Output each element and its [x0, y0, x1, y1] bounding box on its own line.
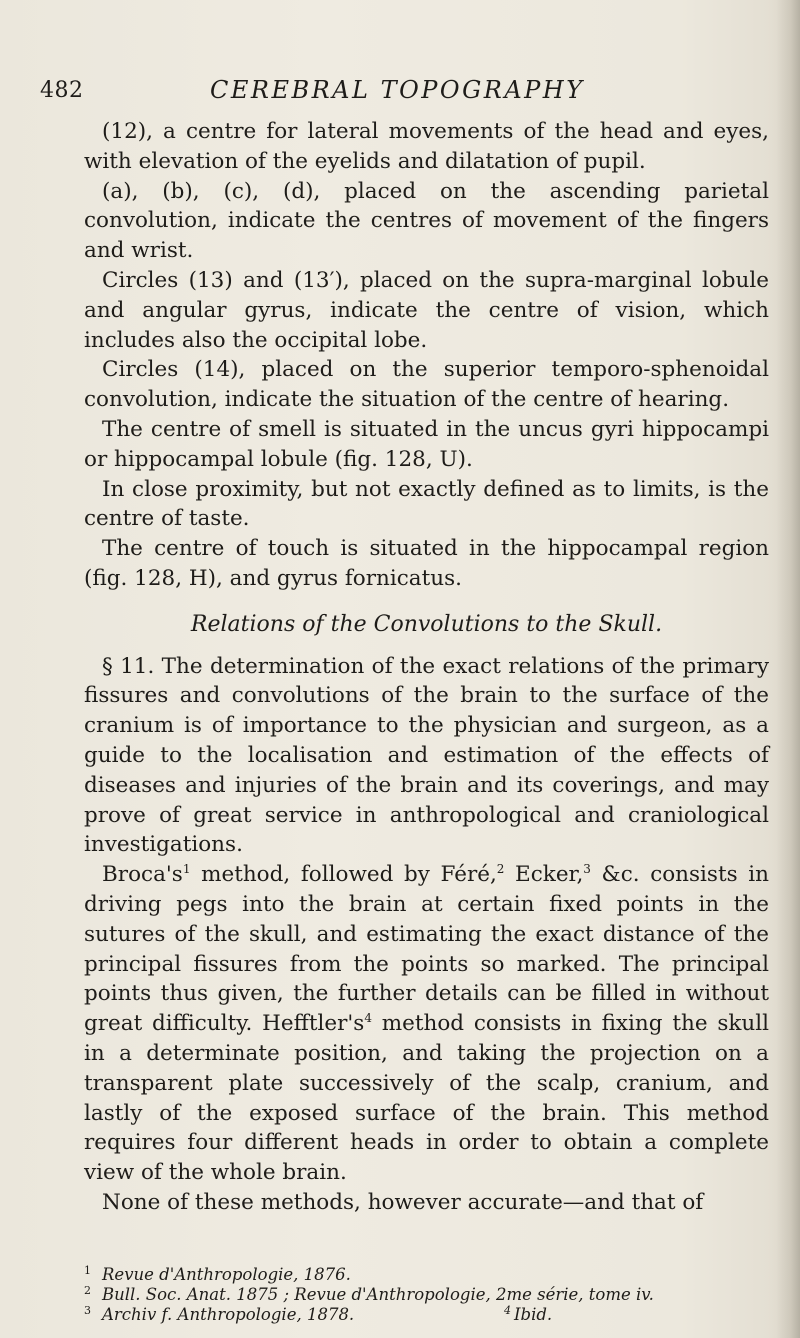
- footnote-ref-3: 3: [583, 861, 591, 876]
- running-head: CEREBRAL TOPOGRAPHY: [210, 76, 585, 104]
- page-header: [40, 76, 760, 106]
- footnote-text: Bull. Soc. Anat. 1875 ; Revue d'Anthropologie, 2me série, tome iv.: [102, 1285, 654, 1304]
- footnote-text: Archiv f. Anthropologie, 1878.: [102, 1305, 355, 1324]
- footnote-ref-2: 2: [496, 861, 505, 876]
- footnote-4: 4 Ibid.: [504, 1303, 553, 1324]
- paragraph-centre-smell: The centre of smell is situated in the uncus gyri hippocampi or hippocampal lobule (fig. 128, U).: [84, 416, 769, 472]
- section-heading: Relations of the Convolutions to the Skull.: [190, 611, 663, 637]
- footnote-text: Ibid.: [514, 1305, 553, 1324]
- footnote-ref-1: 1: [182, 861, 191, 876]
- footnote-3: 3 Archiv f. Anthropologie, 1878. 4 Ibid.: [84, 1303, 553, 1324]
- methods-text-a: Broca's: [102, 862, 183, 888]
- methods-text-b: method, followed by Féré,: [190, 862, 497, 888]
- paragraph-centre-12: (12), a centre for lateral movements of the head and eyes, with elevation of the eyelids and dilatation of pupil.: [84, 119, 769, 174]
- page-number: 482: [40, 78, 84, 103]
- paragraph-circles-14: Circles (14), placed on the superior temporo-sphenoidal convolution, indicate the situation of the centre of hearing.: [84, 357, 769, 413]
- paragraph-methods: [84, 860, 769, 1188]
- paragraph-none-of-these: None of these methods, however accurate—and that of: [102, 1189, 704, 1215]
- footnotes: [84, 1265, 769, 1325]
- footnote-ref-4: 4: [364, 1010, 372, 1025]
- footnote-1: 1 Revue d'Anthropologie, 1876.: [84, 1263, 351, 1284]
- body-text: [84, 117, 769, 1218]
- methods-text-e: method consists in fixing the skull in a determinate position, and taking the projection on a transparent plate successively of the scalp, cranium, and lastly of the exposed surface of the brain. This method requires four different heads in order to obtain a complete view of the whole brain.: [84, 1011, 769, 1186]
- paragraph-circles-13: Circles (13) and (13′), placed on the supra-marginal lobule and angular gyrus, indicate the centre of vision, which includes also the occipital lobe.: [84, 267, 769, 353]
- paragraph-centre-touch: The centre of touch is situated in the hippocampal region (fig. 128, H), and gyrus fornicatus.: [84, 536, 769, 591]
- paragraph-section-11: § 11. The determination of the exact relations of the primary fissures and convolutions of the brain to the surface of the cranium is of importance to the physician and surgeon, as a guide to the localisation and estimation of the effects of diseases and injuries of the brain and its coverings, and may prove of great service in anthropological and craniological investigations.: [84, 653, 769, 858]
- footnote-text: Revue d'Anthropologie, 1876.: [102, 1265, 351, 1284]
- paragraph-centres-abcd: (a), (b), (c), (d), placed on the ascending parietal convolution, indicate the centres of movement of the fingers and wrist.: [84, 178, 769, 264]
- methods-text-c: Ecker,: [504, 862, 584, 888]
- footnote-2: 2 Bull. Soc. Anat. 1875 ; Revue d'Anthropologie, 2me série, tome iv.: [84, 1283, 654, 1304]
- paragraph-centre-taste: In close proximity, but not exactly defined as to limits, is the centre of taste.: [84, 476, 769, 532]
- page-edge-shadow: [776, 0, 800, 1338]
- methods-text-d: &c. consists in driving pegs into the brain at certain fixed points in the sutures of the skull, and estimating the exact distance of the principal fissures from the points so marked. The principal points thus given, the further details can be filled in without great difficulty. Hefftler's: [84, 862, 769, 1037]
